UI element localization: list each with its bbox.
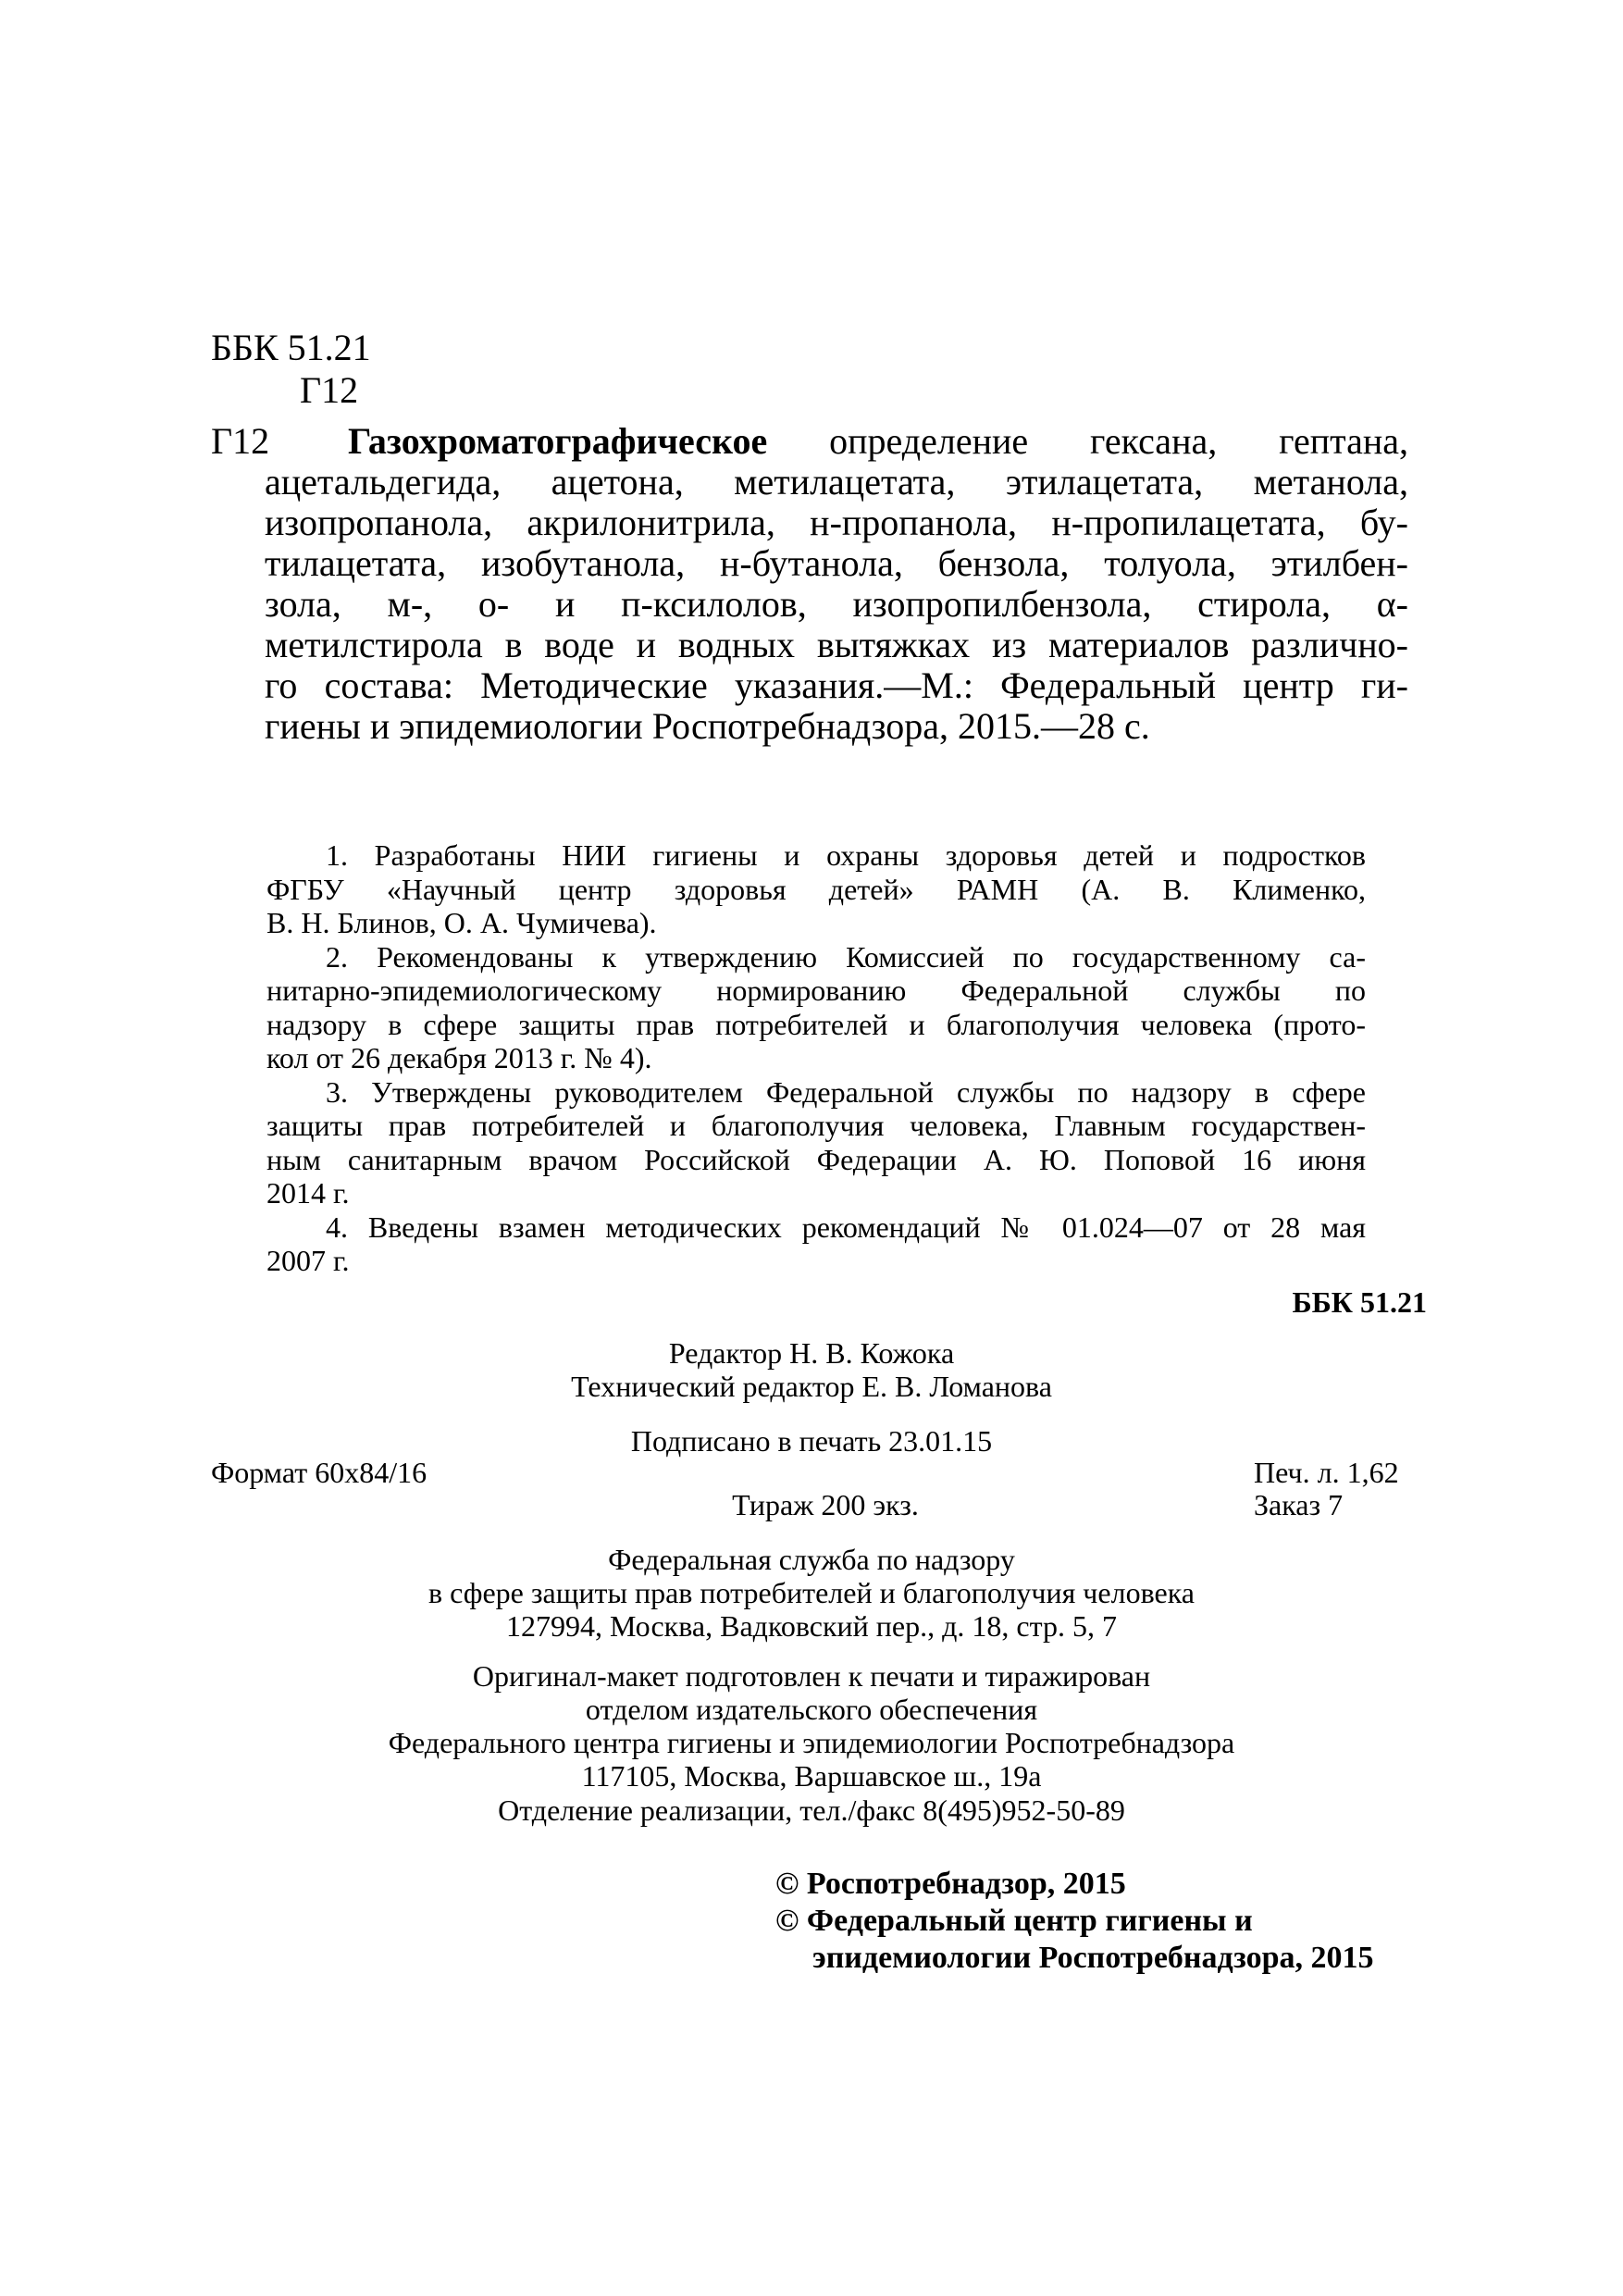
annotation-line: го состава: Методические указания.—М.: Федеральный центр ги-: [265, 664, 1408, 706]
development-notes: [266, 838, 1366, 1278]
printer-line: Федерального центра гигиены и эпидемиологии Роспотребнадзора: [388, 1726, 1235, 1759]
editors-block: [0, 1336, 1623, 1403]
publisher-address: 127994, Москва, Вадковский пер., д. 18, стр. 5, 7: [506, 1609, 1117, 1643]
editor: Редактор Н. В. Кожока: [668, 1336, 955, 1370]
bibliographic-annotation: [211, 421, 1408, 747]
order-number: Заказ 7: [1254, 1488, 1344, 1521]
note-line: защиты прав потребителей и благополучия человека, Главным государствен-: [266, 1109, 1366, 1142]
bbk-code: ББК 51.21: [211, 327, 371, 368]
print-run: Тираж 200 экз.: [732, 1488, 919, 1521]
annotation-line: ацетальдегида, ацетона, метилацетата, этилацетата, метанола,: [265, 461, 1408, 503]
note-line: нитарно-эпидемиологическому нормированию Федеральной службы по: [266, 974, 1366, 1007]
annotation-line: метилстирола в воде и водных вытяжках из материалов различно-: [265, 624, 1408, 665]
note-line: ным санитарным врачом Российской Федерации А. Ю. Поповой 16 июня: [266, 1142, 1366, 1176]
tech-editor: Технический редактор Е. В. Ломанова: [571, 1370, 1052, 1403]
signed-to-print: Подписано в печать 23.01.15: [630, 1424, 993, 1458]
author-mark: Г12: [300, 369, 359, 411]
annotation-line: изопропанола, акрилонитрила, н-пропанола, н-пропилацетата, бу-: [265, 502, 1408, 543]
note-line: ФГБУ «Научный центр здоровья детей» РАМН (А. В. Клименко,: [266, 872, 1366, 906]
note-line: кол от 26 декабря 2013 г. № 4).: [266, 1041, 652, 1074]
bbk-code-right: ББК 51.21: [1292, 1285, 1427, 1319]
printed-sheets: Печ. л. 1,62: [1254, 1456, 1399, 1489]
copyright-line: © Федеральный центр гигиены и: [775, 1904, 1253, 1938]
printer-line: Оригинал-макет подготовлен к печати и тиражирован: [472, 1659, 1151, 1693]
note-line: 4. Введены взамен методических рекомендаций № 01.024—07 от 28 мая: [326, 1210, 1366, 1244]
annotation-line: гиены и эпидемиологии Роспотребнадзора, 2015.—28 с.: [265, 705, 1150, 747]
publisher-line: в сфере защиты прав потребителей и благополучия человека: [428, 1576, 1195, 1609]
copyright-line: эпидемиологии Роспотребнадзора, 2015: [812, 1941, 1374, 1975]
note-line: 3. Утверждены руководителем Федеральной службы по надзору в сфере: [326, 1074, 1366, 1109]
annotation-line: тилацетата, изобутанола, н-бутанола, бензола, толуола, этилбен-: [265, 542, 1408, 584]
annotation-line: Газохроматографическое определение гексана, гептана,: [348, 420, 1408, 462]
paper-format: Формат 60x84/16: [211, 1456, 427, 1489]
note-line: 2007 г.: [266, 1244, 350, 1277]
annotation-author-mark: Г12: [211, 420, 270, 462]
note-line: 2014 г.: [266, 1176, 350, 1210]
annotation-line: зола, м-, о- и п-ксилолов, изопропилбензола, стирола, α-: [265, 583, 1408, 625]
annotation-title-bold: Газохроматографическое: [348, 420, 768, 462]
note-line: надзору в сфере защиты прав потребителей и благополучия человека (прото-: [266, 1007, 1366, 1041]
printer-address: 117105, Москва, Варшавское ш., 19а: [581, 1759, 1042, 1793]
publisher-line: Федеральная служба по надзору: [608, 1543, 1015, 1576]
copyright-block: [775, 1866, 1374, 1977]
sales-department: Отделение реализации, тел./факс 8(495)952-50-89: [498, 1793, 1125, 1827]
copyright-line: © Роспотребнадзор, 2015: [775, 1867, 1126, 1901]
note-line: 1. Разработаны НИИ гигиены и охраны здоровья детей и подростков: [326, 838, 1366, 872]
publisher-block: [0, 1543, 1623, 1643]
note-line: 2. Рекомендованы к утверждению Комиссией по государственному са-: [326, 939, 1366, 974]
printer-line: отделом издательского обеспечения: [585, 1693, 1038, 1726]
printer-block: [0, 1659, 1623, 1793]
note-line: В. Н. Блинов, О. А. Чумичева).: [266, 906, 657, 939]
